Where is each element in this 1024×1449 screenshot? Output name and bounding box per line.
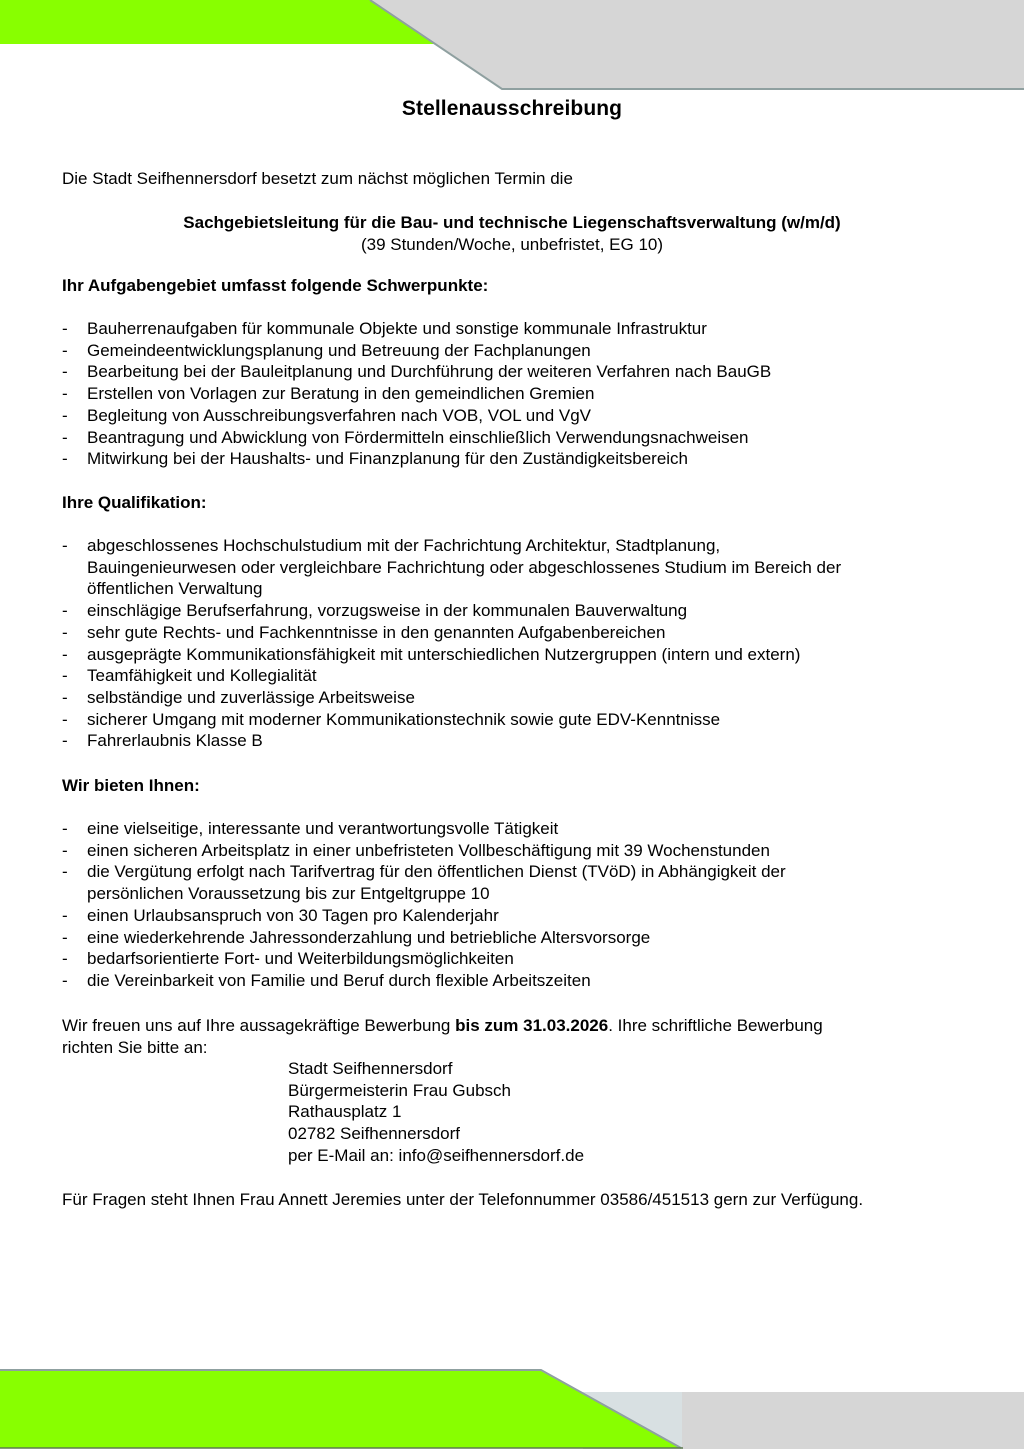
list-item: - Bauherrenaufgaben für kommunale Objekte und sonstige kommunale Infrastruktur: [62, 319, 707, 338]
bullet-dash: -: [62, 840, 68, 860]
header-decoration: [0, 0, 1024, 92]
list-item: - die Vereinbarkeit von Familie und Beruf durch flexible Arbeitszeiten: [62, 970, 591, 990]
application-deadline: bis zum 31.03.2026: [455, 1016, 609, 1035]
address-line: Rathausplatz 1: [288, 1102, 402, 1122]
offer-heading: Wir bieten Ihnen:: [62, 776, 200, 795]
list-item: - einen Urlaubsanspruch von 30 Tagen pro Kalenderjahr: [62, 905, 499, 925]
page-title: Stellenausschreibung: [401, 97, 623, 120]
list-item: - Fahrerlaubnis Klasse B: [62, 731, 263, 751]
list-item: - Mitwirkung bei der Haushalts- und Finanzplanung für den Zuständigkeitsbereich: [62, 449, 689, 469]
list-item: - ausgeprägte Kommunikationsfähigkeit mit unterschiedlichen Nutzergruppen (intern und extern): [62, 644, 801, 664]
bullet-dash: -: [62, 927, 68, 947]
bullet-dash: -: [62, 666, 68, 686]
list-item: - Begleitung von Ausschreibungsverfahren nach VOB, VOL und VgV: [62, 405, 592, 425]
bullet-dash: -: [62, 449, 68, 469]
bullet-dash: -: [62, 862, 68, 882]
list-item: - sehr gute Rechts- und Fachkenntnisse in den genannten Aufgabenbereichen: [62, 622, 666, 642]
bullet-dash: -: [62, 905, 68, 925]
bullet-dash: -: [62, 687, 68, 707]
bullet-dash: -: [62, 427, 68, 447]
qualification-list: [62, 535, 841, 752]
list-item: - sicherer Umgang mit moderner Kommunikationstechnik sowie gute EDV-Kenntnisse: [62, 709, 721, 729]
bullet-dash: -: [62, 949, 68, 969]
list-item: - einen sicheren Arbeitsplatz in einer unbefristeten Vollbeschäftigung mit 39 Wochenstunden: [62, 840, 770, 860]
bullet-dash: -: [62, 644, 68, 664]
bullet-dash: -: [62, 536, 68, 555]
address-line: Stadt Seifhennersdorf: [288, 1059, 453, 1078]
list-item: - einschlägige Berufserfahrung, vorzugsweise in der kommunalen Bauverwaltung: [62, 601, 688, 621]
position-details: (39 Stunden/Woche, unbefristet, EG 10): [360, 235, 664, 254]
list-item: - selbständige und zuverlässige Arbeitsweise: [62, 687, 415, 707]
footer-green-band: [0, 1371, 681, 1448]
address-email-line: per E-Mail an: info@seifhennersdorf.de: [288, 1145, 585, 1165]
bullet-dash: -: [62, 405, 68, 425]
bullet-dash: -: [62, 319, 68, 338]
list-item: - abgeschlossenes Hochschulstudium mit der Fachrichtung Architektur, Stadtplanung, Bauingenieurwesen oder vergleichbare Fachrichtung oder abgeschlossenes Studium im Bereich der öffentlichen Verwaltung: [62, 536, 842, 599]
list-item: - Gemeindeentwicklungsplanung und Betreuung der Fachplanungen: [62, 340, 591, 360]
bullet-dash: -: [62, 622, 68, 642]
tasks-list: [62, 318, 771, 470]
bullet-dash: -: [62, 731, 68, 751]
email-link[interactable]: info@seifhennersdorf.de: [398, 1145, 585, 1165]
footer-decoration: [0, 1366, 1024, 1449]
position-title: Sachgebietsleitung für die Bau- und technische Liegenschaftsverwaltung (w/m/d): [183, 213, 841, 232]
bullet-dash: -: [62, 601, 68, 621]
list-item: - die Vergütung erfolgt nach Tarifvertrag für den öffentlichen Dienst (TVöD) in Abhängigkeit der persönlichen Voraussetzung bis zur Entgeltgruppe 10: [62, 862, 786, 904]
offer-list: [62, 818, 786, 992]
list-item: - eine vielseitige, interessante und verantwortungsvolle Tätigkeit: [62, 819, 559, 838]
bullet-dash: -: [62, 709, 68, 729]
tasks-heading: Ihr Aufgabengebiet umfasst folgende Schwerpunkte:: [62, 276, 489, 295]
bullet-dash: -: [62, 362, 68, 382]
list-item: - Bearbeitung bei der Bauleitplanung und Durchführung der weiteren Verfahren nach BauGB: [62, 362, 772, 382]
contact-text: Für Fragen steht Ihnen Frau Annett Jeremies unter der Telefonnummer 03586/451513 gern zur Verfügung.: [62, 1190, 864, 1209]
list-item: - bedarfsorientierte Fort- und Weiterbildungsmöglichkeiten: [62, 949, 514, 969]
bullet-dash: -: [62, 819, 68, 838]
qualification-heading: Ihre Qualifikation:: [62, 493, 207, 512]
bullet-dash: -: [62, 340, 68, 360]
address-line: 02782 Seifhennersdorf: [288, 1124, 461, 1144]
application-text-line2: richten Sie bitte an:: [62, 1038, 208, 1057]
application-address: [288, 1058, 584, 1167]
header-green-band: [0, 0, 437, 44]
list-item: - Erstellen von Vorlagen zur Beratung in den gemeindlichen Gremien: [62, 384, 595, 404]
list-item: - Beantragung und Abwicklung von Fördermitteln einschließlich Verwendungsnachweisen: [62, 427, 749, 447]
address-line: Bürgermeisterin Frau Gubsch: [288, 1080, 511, 1100]
list-item: - eine wiederkehrende Jahressonderzahlung und betriebliche Altersvorsorge: [62, 927, 651, 947]
bullet-dash: -: [62, 384, 68, 404]
header-gray-band: [370, 0, 1024, 89]
bullet-dash: -: [62, 970, 68, 990]
footer-gray-band: [682, 1392, 1024, 1449]
application-text: Wir freuen uns auf Ihre aussagekräftige Bewerbung bis zum 31.03.2026. Ihre schriftliche Bewerbung: [62, 1016, 823, 1035]
list-item: - Teamfähigkeit und Kollegialität: [62, 666, 317, 686]
intro-text: Die Stadt Seifhennersdorf besetzt zum nächst möglichen Termin die: [62, 169, 573, 188]
